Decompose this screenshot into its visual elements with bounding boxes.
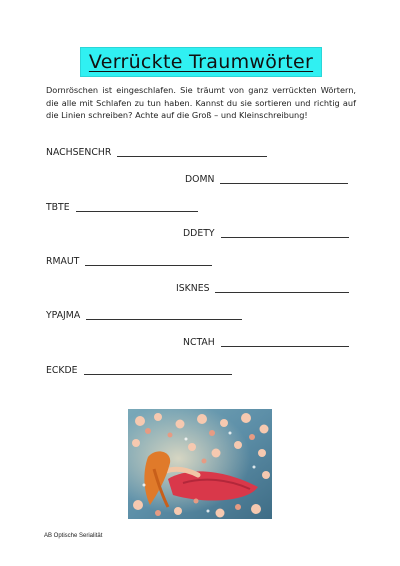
scrambled-word: RMAUT [46,256,80,267]
scrambled-word: DOMN [185,174,215,185]
word-row [183,229,349,239]
title-banner [80,47,322,77]
answer-line[interactable] [85,264,212,266]
footer-label: AB Optische Serialität [44,533,103,539]
sleeping-beauty-illustration [128,409,272,519]
word-row [183,338,349,348]
word-row [176,284,349,294]
sleeping-beauty-image [128,409,272,519]
instructions-paragraph: Dornröschen ist eingeschlafen. Sie träumt von ganz verrückten Wörtern, die alle mit Schlafen zu tun haben. Kannst du sie sortieren und richtig auf die Linien schreiben? Achte auf die Groß – und Kleinschreibung! [46,85,356,120]
answer-line[interactable] [215,291,349,293]
answer-line[interactable] [86,318,242,320]
word-row [46,203,198,213]
worksheet-title: Verrückte Traumwörter [88,51,314,73]
scrambled-word: ISKNES [176,283,210,294]
word-row [46,257,212,267]
answer-line[interactable] [221,236,349,238]
scrambled-word: NCTAH [183,337,215,348]
scrambled-word: ECKDE [46,365,78,376]
scrambled-word: NACHSENCHR [46,147,112,158]
answer-line[interactable] [117,155,267,157]
word-row [46,311,242,321]
answer-line[interactable] [84,373,232,375]
scrambled-word: TBTE [46,202,70,213]
word-row [46,148,267,158]
scrambled-word: DDETY [183,228,215,239]
word-row [185,175,348,185]
answer-line[interactable] [221,345,349,347]
answer-line[interactable] [76,210,198,212]
word-row [46,366,232,376]
scrambled-word: YPAJMA [46,310,81,321]
answer-line[interactable] [220,182,348,184]
